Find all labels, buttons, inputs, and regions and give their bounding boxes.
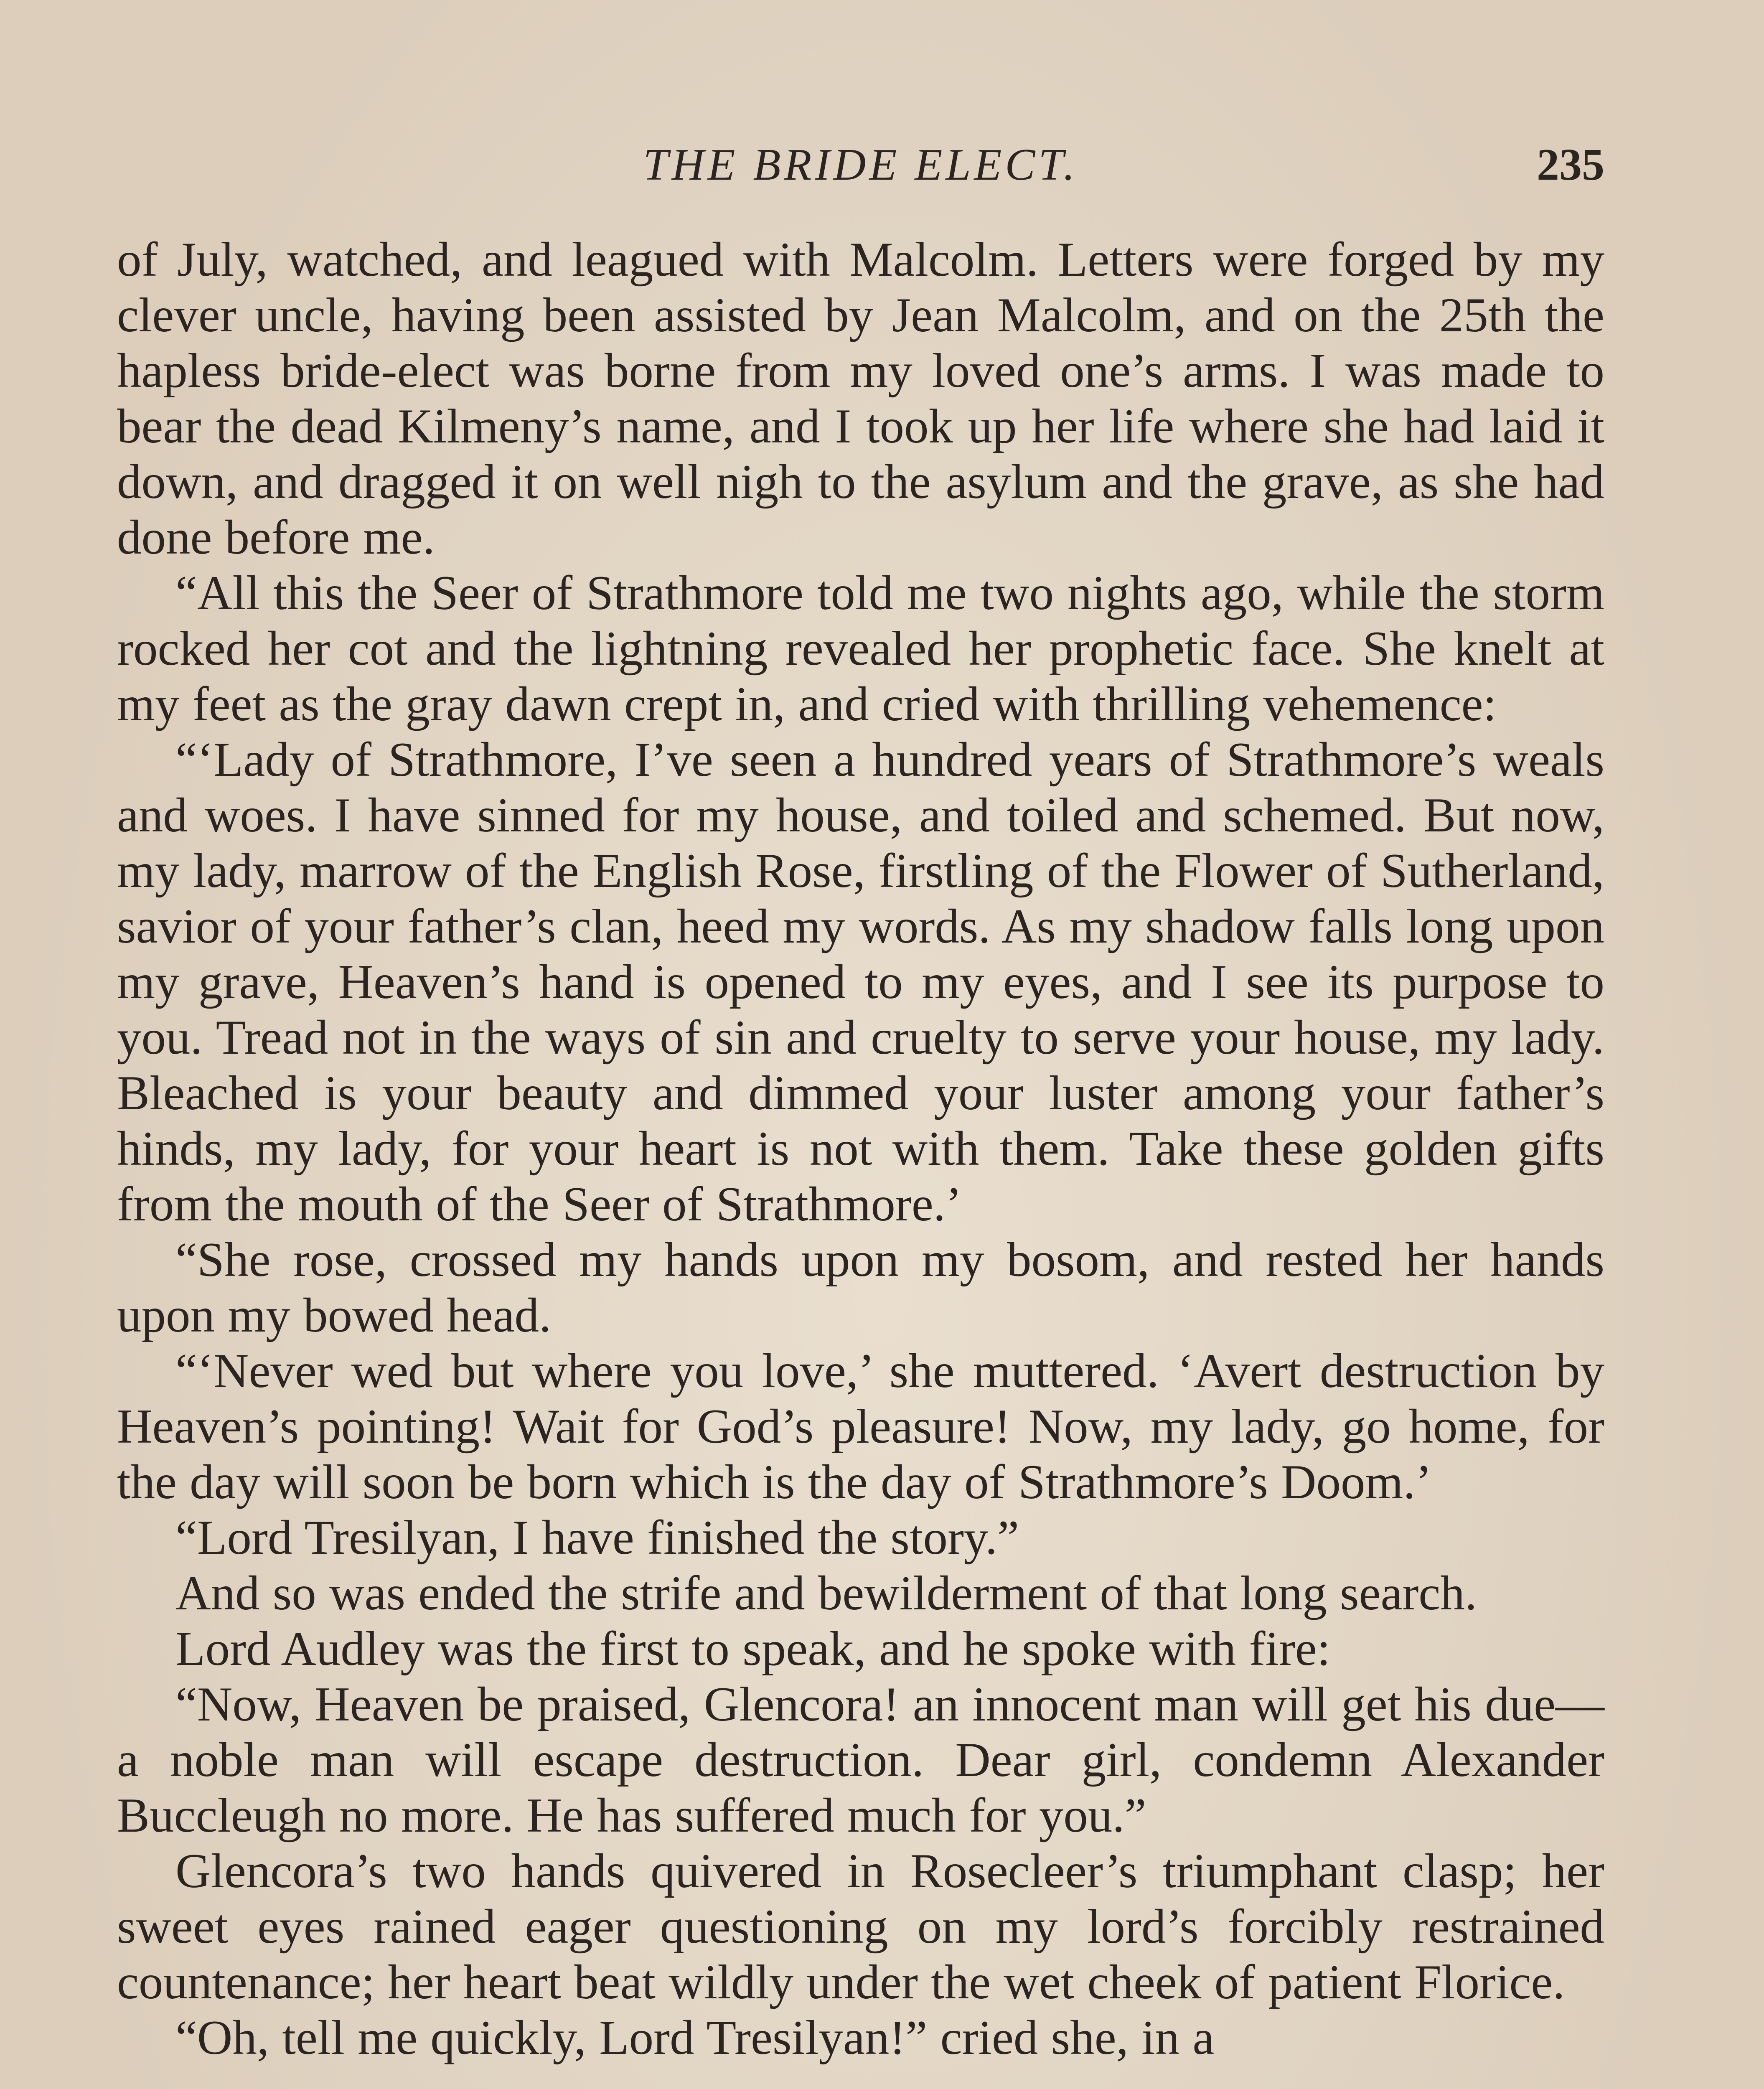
paragraph: “Lord Tresilyan, I have finished the story.”: [175, 1511, 1019, 1565]
paragraph: “All this the Seer of Strathmore told me two nights ago, while the storm rocked her cot and the lightning revealed her prophetic face. She knelt at my feet as the gray dawn crept in, and cried with thrilling vehemence:: [117, 566, 1604, 731]
running-title: THE BRIDE ELECT.: [643, 140, 1078, 190]
paragraph: And so was ended the strife and bewilderment of that long search.: [175, 1566, 1477, 1620]
paragraph: of July, watched, and leagued with Malcolm. Letters were forged by my clever uncle, having been assisted by Jean Malcolm, and on the 25th the hapless bride-elect was borne from my loved one’s arms. I was made to bear the dead Kilmeny’s name, and I took up her life where she had laid it down, and dragged it on well nigh to the asylum and the grave, as she had done before me.: [117, 233, 1604, 564]
paragraph: “‘Lady of Strathmore, I’ve seen a hundred years of Strathmore’s weals and woes. I have sinned for my house, and toiled and schemed. But now, my lady, marrow of the English Rose, firstling of the Flower of Sutherland, savior of your father’s clan, heed my words. As my shadow falls long upon my grave, Heaven’s hand is opened to my eyes, and I see its purpose to you. Tread not in the ways of sin and cruelty to serve your house, my lady. Bleached is your beauty and dimmed your luster among your father’s hinds, my lady, for your heart is not with them. Take these golden gifts from the mouth of the Seer of Strathmore.’: [117, 733, 1604, 1231]
body-text: [117, 232, 1604, 2066]
paragraph: “She rose, crossed my hands upon my bosom, and rested her hands upon my bowed head.: [117, 1233, 1604, 1342]
paragraph: Lord Audley was the first to speak, and he spoke with fire:: [175, 1622, 1331, 1676]
paragraph: Glencora’s two hands quivered in Rosecleer’s triumphant clasp; her sweet eyes rained eager questioning on my lord’s forcibly restrained countenance; her heart beat wildly under the wet cheek of patient Florice.: [117, 1844, 1604, 2009]
paragraph: “Now, Heaven be praised, Glencora! an innocent man will get his due—a noble man will escape destruction. Dear girl, condemn Alexander Buccleugh no more. He has suffered much for you.”: [117, 1677, 1604, 1842]
paragraph: “Oh, tell me quickly, Lord Tresilyan!” cried she, in a: [175, 2011, 1215, 2065]
running-header: [117, 138, 1604, 192]
page-number: 235: [1537, 140, 1604, 190]
paragraph: “‘Never wed but where you love,’ she muttered. ‘Avert destruction by Heaven’s pointing! Wait for God’s pleasure! Now, my lady, go home, for the day will soon be born which is the day of Strathmore’s Doom.’: [117, 1344, 1604, 1509]
